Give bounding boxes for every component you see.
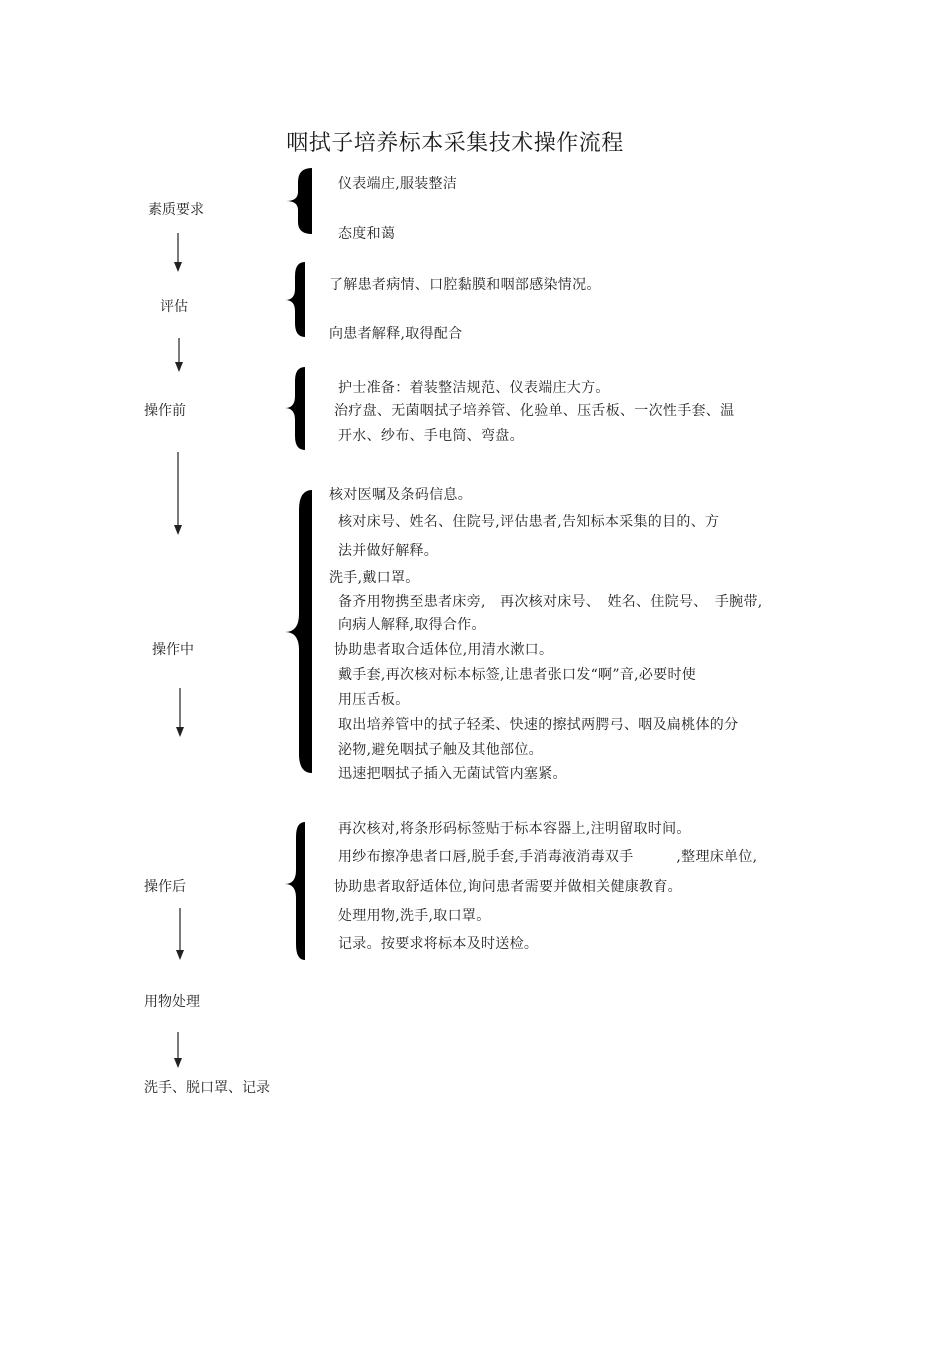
step-text: 协助患者取舒适体位,询问患者需要并做相关健康教育。 (334, 879, 682, 895)
step-text: 记录。按要求将标本及时送检。 (338, 936, 539, 952)
step-text: 态度和蔼 (338, 226, 396, 242)
step-text: 再次核对,将条形码标签贴于标本容器上,注明留取时间。 (338, 821, 691, 837)
step-text: 向病人解释,取得合作。 (338, 617, 486, 633)
step-text: 取出培养管中的拭子轻柔、快速的擦拭两腭弓、咽及扁桃体的分 (338, 717, 739, 733)
stage-label-pre-operation: 操作前 (144, 403, 186, 419)
step-text: 向患者解释,取得配合 (329, 326, 463, 342)
step-text: 用纱布擦净患者口唇,脱手套,手消毒液消毒双手 ,整理床单位, (338, 849, 758, 865)
step-text: 核对医嘱及条码信息。 (329, 487, 472, 503)
stage-label-assessment: 评估 (160, 299, 188, 315)
step-text: 泌物,避免咽拭子触及其他部位。 (338, 742, 543, 758)
document-title: 咽拭子培养标本采集技术操作流程 (286, 131, 624, 156)
brace-assessment (285, 262, 305, 337)
step-text: 戴手套,再次核对标本标签,让患者张口发“啊”音,必要时使 (338, 667, 697, 683)
step-text: 核对床号、姓名、住院号,评估患者,告知标本采集的目的、方 (338, 514, 720, 530)
step-text: 仪表端庄,服装整洁 (338, 176, 458, 192)
brace-post-operation (285, 822, 305, 960)
stage-label-post-operation: 操作后 (144, 879, 186, 895)
step-text: 备齐用物携至患者床旁, 再次核对床号、 姓名、住院号、 手腕带, (338, 594, 763, 610)
arrow-down-icon (174, 1032, 182, 1068)
arrow-down-icon (174, 452, 182, 535)
arrow-down-icon (175, 338, 183, 372)
brace-pre-operation (285, 367, 305, 450)
arrow-down-icon (174, 233, 182, 272)
step-text: 开水、纱布、手电筒、弯盘。 (338, 428, 524, 444)
brace-during-operation (285, 490, 312, 773)
step-text: 护士准备：着装整洁规范、仪表端庄大方。 (338, 380, 610, 396)
brace-quality (286, 168, 312, 234)
step-text: 用压舌板。 (338, 692, 410, 708)
step-text: 协助患者取合适体位,用清水漱口。 (334, 642, 554, 658)
stage-label-quality: 素质要求 (148, 202, 204, 218)
step-text: 治疗盘、无菌咽拭子培养管、化验单、压舌板、一次性手套、温 (334, 403, 735, 419)
step-text: 法并做好解释。 (338, 543, 439, 559)
step-text: 迅速把咽拭子插入无菌试管内塞紧。 (338, 766, 567, 782)
arrow-down-icon (176, 908, 184, 960)
step-text: 处理用物,洗手,取口罩。 (338, 908, 491, 924)
arrow-down-icon (176, 688, 184, 737)
step-text: 了解患者病情、口腔黏膜和咽部感染情况。 (329, 277, 601, 293)
stage-label-disposal: 用物处理 (144, 994, 200, 1010)
stage-label-final: 洗手、脱口罩、记录 (144, 1080, 270, 1096)
stage-label-during-operation: 操作中 (152, 642, 194, 658)
step-text: 洗手,戴口罩。 (329, 570, 420, 586)
